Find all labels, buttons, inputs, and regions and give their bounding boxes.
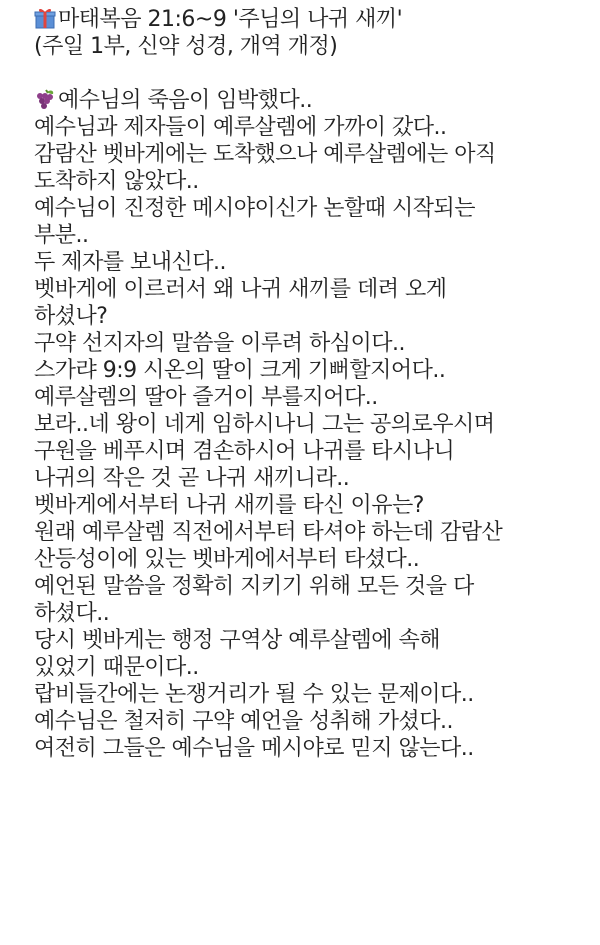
text-line-4: 도착하지 않았다.. — [34, 169, 199, 194]
text-line-15: 나귀의 작은 것 곧 나귀 새끼니라.. — [34, 466, 350, 491]
grape-icon — [34, 88, 56, 110]
text-line-7: 두 제자를 보내신다.. — [34, 250, 226, 275]
page-subtitle: (주일 1부, 신약 성경, 개역 개정) — [34, 34, 338, 59]
text-line-2: 예수님과 제자들이 예루살렘에 가까이 갔다.. — [34, 115, 447, 140]
text-line-12: 예루살렘의 딸아 즐거이 부를지어다.. — [34, 385, 378, 410]
text-line-8: 벳바게에 이르러서 왜 나귀 새끼를 데려 오게 — [34, 277, 447, 302]
text-line-6: 부분.. — [34, 223, 89, 248]
text-line-14: 구원을 베푸시며 겸손하시어 나귀를 타시나니 — [34, 439, 455, 464]
text-line-16: 벳바게에서부터 나귀 새끼를 타신 이유는? — [34, 493, 424, 518]
text-line-24: 예수님은 철저히 구약 예언을 성취해 가셨다.. — [34, 709, 453, 734]
text-line-21: 당시 벳바게는 행정 구역상 예루살렘에 속해 — [34, 628, 441, 653]
gift-icon — [34, 7, 56, 29]
text-line-25: 여전히 그들은 예수님을 메시야로 믿지 않는다.. — [34, 736, 474, 761]
text-line-3: 감람산 벳바게에는 도착했으나 예루살렘에는 아직 — [34, 142, 496, 167]
text-line-9: 하셨나? — [34, 304, 108, 329]
page-title: 마태복음 21:6~9 '주님의 나귀 새끼' — [58, 7, 403, 32]
text-line-11: 스가랴 9:9 시온의 딸이 크게 기뻐할지어다.. — [34, 358, 446, 383]
text-line-10: 구약 선지자의 말씀을 이루려 하심이다.. — [34, 331, 405, 356]
text-line-13: 보라..네 왕이 네게 임하시나니 그는 공의로우시며 — [34, 412, 495, 437]
text-line-1 — [34, 87, 594, 114]
note-document — [34, 6, 594, 762]
text-line-5: 예수님이 진정한 메시야이신가 논할때 시작되는 — [34, 196, 476, 221]
header-title-row — [34, 6, 594, 33]
text-line-17: 원래 예루살렘 직전에서부터 타셔야 하는데 감람산 — [34, 520, 503, 545]
text-line-22: 있었기 때문이다.. — [34, 655, 199, 680]
spacer — [34, 60, 594, 87]
text-line-18: 산등성이에 있는 벳바게에서부터 타셨다.. — [34, 547, 420, 572]
text-line-20: 하셨다.. — [34, 601, 110, 626]
text-line-23: 랍비들간에는 논쟁거리가 될 수 있는 문제이다.. — [34, 682, 474, 707]
text-line-19: 예언된 말씀을 정확히 지키기 위해 모든 것을 다 — [34, 574, 474, 599]
text-line-content: 예수님의 죽음이 임박했다.. — [58, 88, 313, 113]
